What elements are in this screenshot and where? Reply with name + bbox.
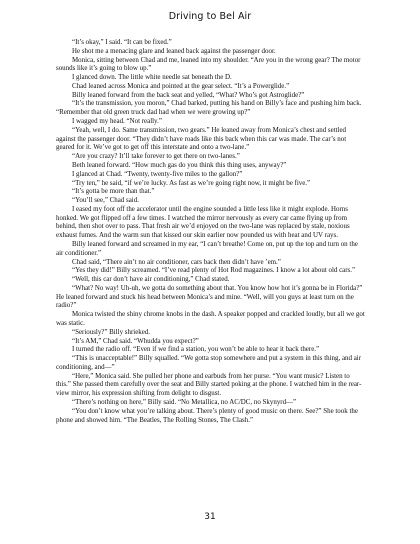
paragraph: “What? No way! Uh-uh, we gotta do something about that. You know how hot it’s gonna be in Florida?” He leaned forward and stuck his head between Monica’s and mine. “Well, will you guys at least turn on the radio?”: [56, 283, 363, 310]
paragraph: “It’s AM,” Chad said. “Whudda you expect?”: [72, 336, 199, 345]
paragraph: He shot me a menacing glare and leaned back against the passenger door.: [72, 46, 276, 55]
paragraph: Chad leaned across Monica and pointed at the gear select. “It’s a Powerglide.”: [72, 81, 290, 90]
paragraph: “Yeah, well, I do. Same transmission, two gears.” He leaned away from Monica’s chest and settled against the passenger door. “They didn’t have roads like this back when this car was made. The car’s not geared for it. We’ve got to get off this interstate and onto a two-lane.”: [56, 125, 347, 152]
paragraph: “Seriously?” Billy shrieked.: [72, 327, 151, 336]
paragraph: I wagged my head. “Not really.”: [72, 117, 162, 126]
paragraph: “You don’t know what you’re talking about. There’s plenty of good music on there. See?” She took the phone and showed him. “The Beatles, The Rolling Stones, The Clash.”: [56, 406, 358, 424]
paragraph: “Well, this car don’t have air conditioning,” Chad stated.: [72, 275, 230, 284]
paragraph: “It’s okay,” I said. “It can be fixed.”: [72, 38, 172, 46]
paragraph: “There’s nothing on here,” Billy said. “No Metallica, no AC/DC, no Skynyrd—”: [72, 398, 297, 407]
paragraph: “Try ten,” he said, “if we’re lucky. As fast as we’re going right now, it might be five.”: [72, 178, 311, 187]
paragraph: I glanced at Chad. “Twenty, twenty-five miles to the gallon?”: [72, 169, 243, 178]
paragraph: Billy leaned forward and screamed in my ear, “I can’t breathe! Come on, put up the top and turn on the air conditioner.”: [56, 239, 358, 257]
paragraph: Chad said, “There ain’t no air conditioner, cars back then didn’t have ’em.”: [72, 257, 281, 266]
paragraph: “Yes they did!” Billy screamed. “I’ve read plenty of Hot Rod magazines. I know a lot about old cars.”: [72, 266, 356, 275]
body-text: [56, 38, 366, 424]
paragraph: Beth leaned forward. “How much gas do you think this thing uses, anyway?”: [72, 160, 287, 169]
paragraph: “Here,” Monica said. She pulled her phone and earbuds from her purse. “You want music? Listen to this.” She passed them carefully over the seat and Billy started poking at the phone. I watched him in the rear-view mirror, his expression shifting from delight to disgust.: [56, 371, 362, 398]
paragraph: I eased my foot off the accelerator until the engine sounded a little less like it might explode. Horns honked. We got flipped off a few times. I watched the mirror nervously as every car came flying up from behind, then shot over to pass. That fresh air we’d enjoyed on the two-lane was replaced by stale, noxious exhaust fumes. And the warm sun that kissed our skin earlier now pounded us with heat and UV rays.: [56, 204, 350, 240]
paragraph: I turned the radio off. “Even if we find a station, you won’t be able to hear it back there.”: [72, 345, 320, 354]
paragraph: “You’ll see,” Chad said.: [72, 196, 139, 205]
paragraph: “Are you crazy? It’ll take forever to get there on two-lanes.”: [72, 152, 240, 161]
page-number: 31: [204, 512, 216, 522]
paragraph: “This is unacceptable!” Billy squalled. “We gotta stop somewhere and put a system in this thing, and air conditioning, and—”: [56, 354, 362, 371]
paragraph: I glanced down. The little white needle sat beneath the D.: [72, 73, 232, 82]
paragraph: “It’s gotta be more than that.”: [72, 187, 155, 196]
paragraph: Monica twisted the shiny chrome knobs in the dash. A speaker popped and crackled loudly, but all we got was static.: [56, 310, 365, 327]
paragraph: Billy leaned forward from the back seat and yelled, “What? Who’s got Astroglide?”: [72, 90, 305, 99]
paragraph: “It’s the transmission, you moron,” Chad barked, putting his hand on Billy’s face and pushing him back. “Remember that old green truck dad had when we were growing up?”: [56, 99, 362, 117]
paragraph: Monica, sitting between Chad and me, leaned into my shoulder. “Are you in the wrong gear? The motor sounds like it’s going to blow up.”: [56, 55, 361, 73]
running-header: Driving to Bel Air: [168, 11, 252, 22]
